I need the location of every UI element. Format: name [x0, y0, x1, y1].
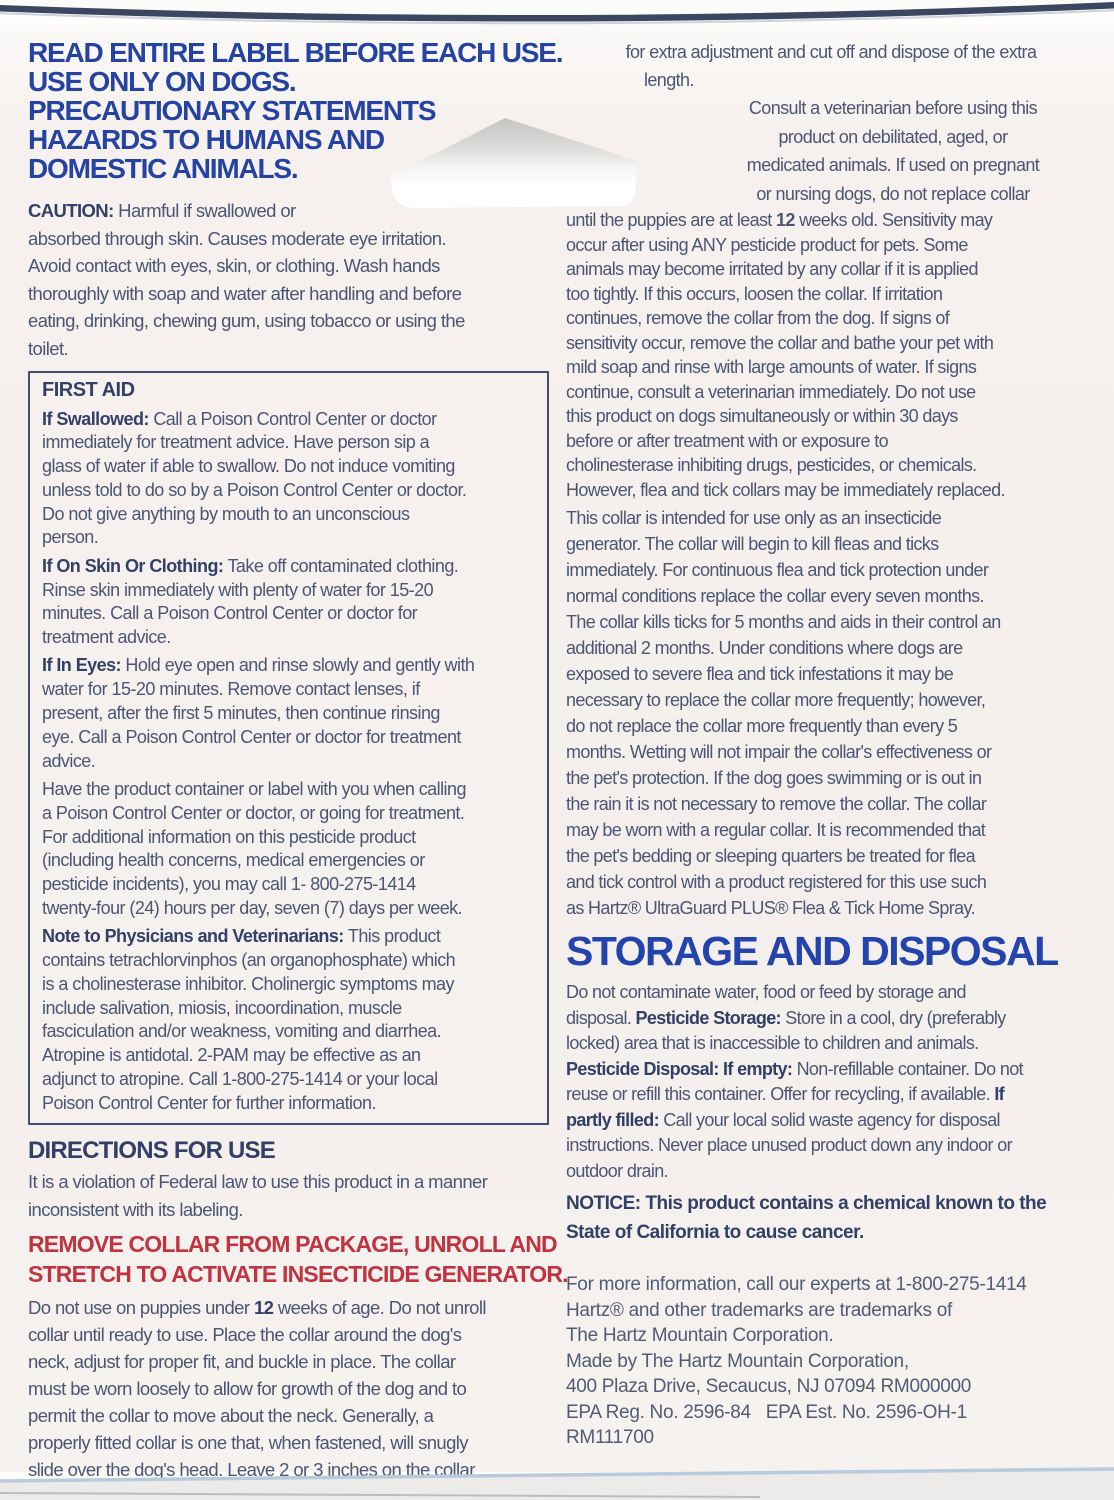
caution-paragraph: CAUTION: Harmful if swallowed or absorbed through skin. Causes moderate eye irritation. Avoid contact with eyes, skin, or clothing. Wash hands thoroughly with soap and water after handling and before eating, drinking, chewing gum, using tobacco or using the toilet. — [28, 200, 465, 359]
precautionary-header: READ ENTIRE LABEL BEFORE EACH USE. USE ONLY ON DOGS. PRECAUTIONARY STATEMENTS HAZARDS TO HUMANS AND DOMESTIC ANIMALS. — [28, 37, 563, 184]
first-aid-if-on-skin: If On Skin Or Clothing: Take off contaminated clothing. Rinse skin immediately with plenty of water for 15-20 minutes. Call a Poison Control Center or doctor for treatment advice. — [42, 555, 459, 648]
hang-hole-cutout — [388, 114, 640, 210]
right-column — [566, 38, 1096, 1451]
first-aid-if-in-eyes: If In Eyes: Hold eye open and rinse slowly and gently with water for 15-20 minutes. Remove contact lenses, if present, after the first 5 minutes, then continue rinsing eye. Call a Poison Control Center or doctor for treatment advice. — [42, 655, 475, 771]
first-aid-if-swallowed: If Swallowed: Call a Poison Control Center or doctor immediately for treatment advice. Have person sip a glass of water if able to swallow. Do not induce vomiting unless told to do so by a Poison Control Center or doctor. Do not give anything by mouth to an unconscious person. — [42, 408, 467, 548]
first-aid-title: FIRST AID — [42, 379, 135, 401]
hang-hole-shape — [391, 118, 638, 208]
package-bottom-edge — [0, 1466, 1114, 1500]
first-aid-box — [28, 371, 549, 1125]
first-aid-hotline: Have the product container or label with you when calling a Poison Control Center or doctor, or going for treatment. For additional information on this pesticide product (including health concerns, medical emergencies or pesticide incidents), you may call 1- 800-275-1414 twenty-four (24) hours per day, seven (7) days per week. — [42, 778, 466, 918]
storage-disposal-title: STORAGE AND DISPOSAL — [566, 928, 1058, 974]
label-back-panel — [0, 24, 1114, 1480]
activation-warning: REMOVE COLLAR FROM PACKAGE, UNROLL AND STRETCH TO ACTIVATE INSECTICIDE GENERATOR. — [28, 1230, 568, 1287]
sensitivity-paragraph: until the puppies are at least 12 weeks old. Sensitivity may occur after using ANY pesticide product for pets. Some animals may become irritated by any collar if it is applied too tightly. If this occurs, loosen the collar. If irritation continues, remove the collar from the dog. If signs of sensitivity occur, remove the collar and bathe your pet with mild soap and rinse with large amounts of water. If signs continue, consult a veterinarian immediately. Do not use this product on dogs simultaneously or within 30 days before or after treatment with or exposure to cholinesterase inhibiting drugs, pesticides, or chemicals. However, flea and tick collars may be immediately replaced. — [566, 210, 1005, 500]
package-top-edge — [0, 0, 1114, 34]
first-aid-physicians-note: Note to Physicians and Veterinarians: This product contains tetrachlorvinphos (an organophosphate) which is a cholinesterase inhibitor. Cholinergic symptoms may include salivation, miosis, incoordination, muscle fasciculation and/or weakness, vomiting and diarrhea. Atropine is antidotal. 2-PAM may be effective as an adjunct to atropine. Call 1-800-275-1414 or your local Poison Control Center for further information. — [42, 926, 456, 1113]
veterinarian-advisory: Consult a veterinarian before using this product on debilitated, aged, or medicated animals. If used on pregnant or nursing dogs, do not replace collar — [746, 98, 1040, 204]
directions-continued-line: for extra adjustment and cut off and dispose of the extra — [625, 42, 1037, 62]
california-notice: NOTICE: This product contains a chemical known to the State of California to cause cancer. — [566, 1193, 1047, 1243]
collar-usage-paragraph: This collar is intended for use only as an insecticide generator. The collar will begin to kill fleas and ticks immediately. For continuous flea and tick protection under normal conditions replace the collar every seven months. The collar kills ticks for 5 months and aids in their control an additional 2 months. Under conditions where dogs are exposed to severe flea and tick infestations it may be necessary to replace the collar more frequently; however, do not replace the collar more frequently than every 5 months. Wetting will not impair the collar's effectiveness or the pet's protection. If the dog goes swimming or is out in the rain it is not necessary to remove the collar. The collar may be worn with a regular collar. It is recommended that the pet's bedding or sleeping quarters be treated for flea and tick control with a product registered for this use such as Hartz® UltraGuard PLUS® Flea & Tick Home Spray. — [566, 508, 1001, 918]
storage-disposal-paragraph: Do not contaminate water, food or feed by storage and disposal. Pesticide Storage: Store in a cool, dry (preferably locked) area that is inaccessible to children and animals. Pesticide Disposal: If empty: Non-refillable container. Do not reuse or refill this container. Offer for recycling, if available. If partly filled: Call your local solid waste agency for disposal instructions. Never place unused product down any indoor or outdoor drain. — [566, 982, 1023, 1181]
directions-intro: It is a violation of Federal law to use this product in a manner inconsistent with its labeling. — [28, 1170, 488, 1220]
manufacturer-footer: For more information, call our experts at 1-800-275-1414 Hartz® and other trademarks are trademarks of The Hartz Mountain Corporation. Made by The Hartz Mountain Corporation, 400 Plaza Drive, Secaucus, NJ 07094 RM000000 EPA Reg. No. 2596-84 EPA Est. No. 2596-OH-1 RM111700 — [566, 1274, 1027, 1448]
directions-continued-length: length. — [644, 70, 694, 90]
left-column — [28, 37, 568, 1483]
directions-body: Do not use on puppies under 12 weeks of age. Do not unroll collar until ready to use. Place the collar around the dog's neck, adjust for proper fit, and buckle in place. The collar must be worn loosely to allow for growth of the dog and to permit the collar to move about the neck. Generally, a properly fitted collar is one that, when fastened, will snugly slide over the dog's head. Leave 2 or 3 inches on the collar — [28, 1296, 486, 1480]
directions-title: DIRECTIONS FOR USE — [28, 1136, 275, 1164]
